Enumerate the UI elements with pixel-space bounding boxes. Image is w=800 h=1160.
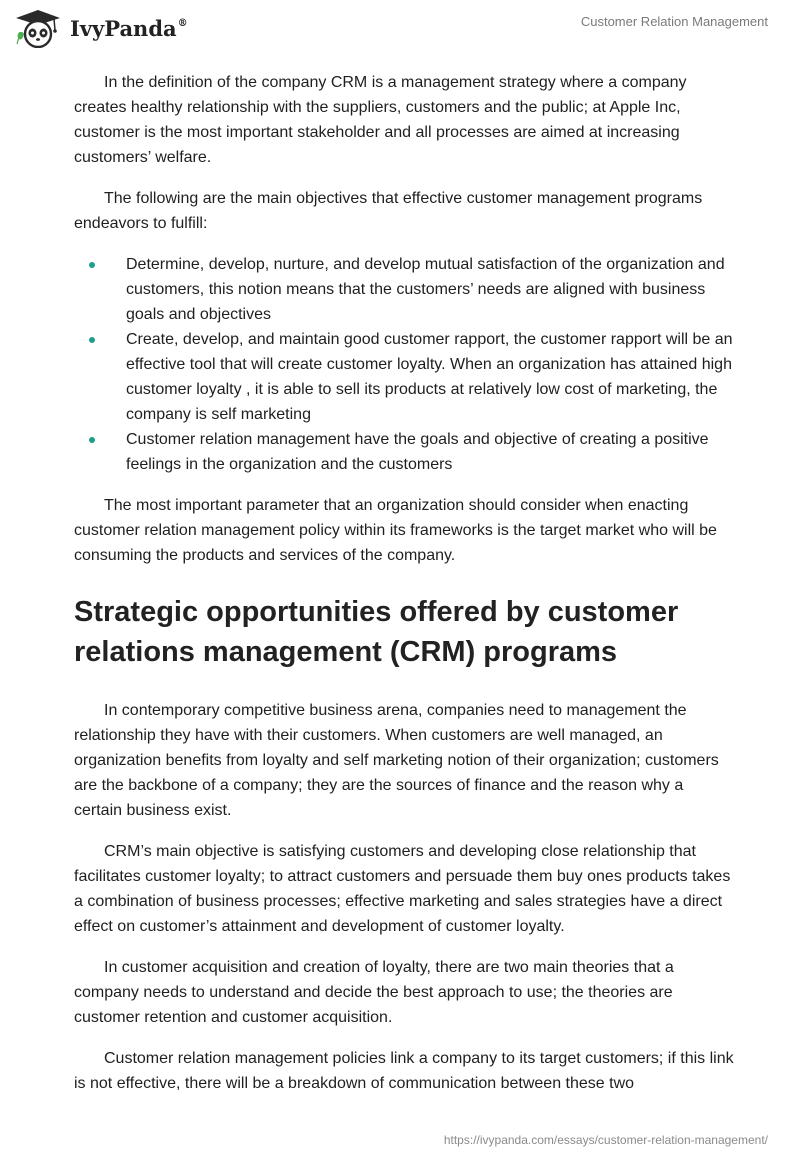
paragraph: In the definition of the company CRM is a management strategy where a company creates healthy relationship with the suppliers, customers and the public; at Apple Inc, customer is the most important stakeholder and all processes are aimed at increasing customers’ welfare. (74, 74, 687, 166)
brand-name: IvyPanda® (70, 15, 188, 41)
paragraph: The following are the main objectives that effective customer management programs endeavors to fulfill: (74, 190, 703, 232)
paragraph: Customer relation management policies link a company to its target customers; if this link is not effective, there will be a breakdown of communication between these two (74, 1050, 734, 1092)
source-url-link[interactable]: https://ivypanda.com/essays/customer-relation-management/ (443, 1133, 768, 1147)
paragraph: The most important parameter that an organization should consider when enacting customer relation management policy within its frameworks is the target market who will be consuming the products and services of the company. (74, 497, 717, 564)
list-item-text: Determine, develop, nurture, and develop mutual satisfaction of the organization and customers, this notion means that the customers’ needs are aligned with business goals and objectives (126, 256, 725, 323)
section-heading: Strategic opportunities offered by customer relations management (CRM) programs (74, 596, 679, 668)
page-header (0, 0, 800, 56)
list-item (74, 252, 734, 327)
bullet-dot-icon (89, 262, 95, 268)
document-title: Customer Relation Management (580, 14, 768, 29)
list-item (74, 327, 734, 427)
objectives-list (74, 252, 734, 477)
list-item-text: Customer relation management have the goals and objective of creating a positive feelings in the organization and the customers (126, 431, 709, 473)
paragraph: In customer acquisition and creation of loyalty, there are two main theories that a company needs to understand and decide the best approach to use; the theories are customer retention and customer acquisition. (74, 959, 674, 1026)
bullet-dot-icon (89, 437, 95, 443)
paragraph: CRM’s main objective is satisfying customers and developing close relationship that facilitates customer loyalty; to attract customers and persuade them buy ones products takes a combination of business processes; effective marketing and sales strategies have a direct effect on customer’s attainment and development of customer loyalty. (74, 843, 731, 935)
list-item-text: Create, develop, and maintain good customer rapport, the customer rapport will be an effective tool that will create customer loyalty. When an organization has attained high customer loyalty , it is able to sell its products at relatively low cost of marketing, the company is self marketing (126, 331, 733, 423)
ivypanda-logo[interactable] (14, 8, 188, 48)
bullet-dot-icon (89, 337, 95, 343)
article-body (74, 70, 734, 1112)
list-item (74, 427, 734, 477)
paragraph: In contemporary competitive business arena, companies need to management the relationship they have with their customers. When customers are well managed, an organization benefits from loyalty and self marketing notion of their organization; customers are the backbone of a company; they are the sources of finance and the reason why a certain business exist. (74, 702, 719, 819)
panda-graduate-icon (14, 8, 62, 48)
